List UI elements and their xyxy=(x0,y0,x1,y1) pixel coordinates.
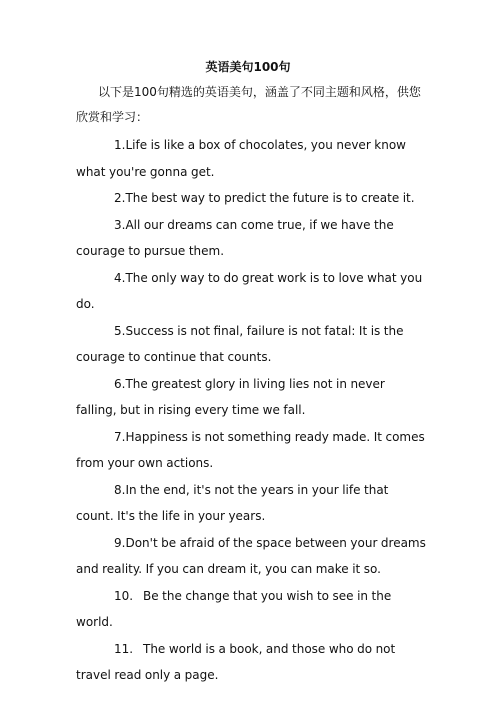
list-item-text: Don't be afraid of the space between your dreams and reality. If you can dream it, you can make it so. xyxy=(76,535,426,576)
list-item xyxy=(76,212,426,265)
list-item xyxy=(76,424,426,477)
list-item xyxy=(76,530,426,583)
list-item xyxy=(76,636,426,689)
list-item-number: 4. xyxy=(114,270,126,285)
list-item-number: 5. xyxy=(114,323,126,338)
list-item-number: 2. xyxy=(114,191,126,205)
document-title: 英语美句100句 xyxy=(205,60,291,74)
list-item-text: All our dreams can come true, if we have the courage to pursue them. xyxy=(76,217,394,258)
list-item-number: 10. xyxy=(114,588,134,603)
list-item-number: 1. xyxy=(114,138,126,152)
list-item-number: 7. xyxy=(114,429,126,444)
list-item-text: The world is a book, and those who do not travel read only a page. xyxy=(76,641,396,682)
list-item xyxy=(76,132,426,185)
list-item-number: 6. xyxy=(114,376,126,391)
list-item xyxy=(76,318,426,371)
list-item-text: The greatest glory in living lies not in never falling, but in rising every time we fall. xyxy=(76,376,385,417)
list-item-text: Happiness is not something ready made. It comes from your own actions. xyxy=(76,429,425,470)
list-item-number: 11. xyxy=(114,641,134,656)
list-item-number: 8. xyxy=(114,482,126,497)
list-item xyxy=(76,371,426,424)
list-item xyxy=(76,265,426,318)
list-item xyxy=(76,185,426,212)
list-item-text: Be the change that you wish to see in the world. xyxy=(76,588,392,629)
list-item-text: The only way to do great work is to love what you do. xyxy=(76,270,423,311)
list-item-text: Life is like a box of chocolates, you never know what you're gonna get. xyxy=(76,138,406,179)
list-item-number: 3. xyxy=(114,217,126,232)
list-item-text: The best way to predict the future is to create it. xyxy=(125,191,415,205)
intro-paragraph: 以下是100句精选的英语美句，涵盖了不同主题和风格，供您欣赏和学习： xyxy=(76,85,421,124)
quote-list xyxy=(76,132,426,689)
list-item-text: In the end, it's not the years in your life that count. It's the life in your years. xyxy=(76,482,389,523)
list-item-text: Success is not final, failure is not fatal: It is the courage to continue that counts. xyxy=(76,323,404,364)
list-item-number: 9. xyxy=(114,535,126,550)
list-item xyxy=(76,583,426,636)
list-item xyxy=(76,477,426,530)
